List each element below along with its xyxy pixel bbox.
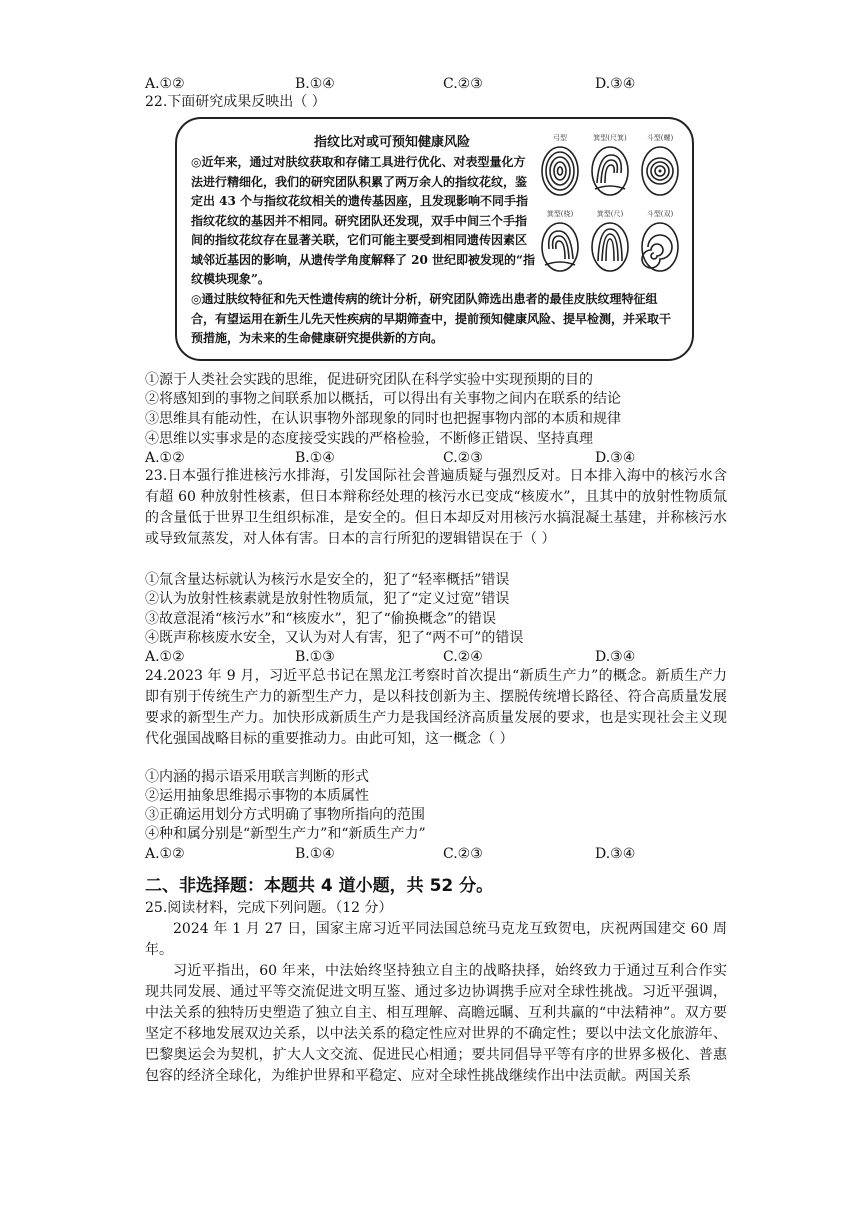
- q23-item-2: ②认为放射性核素就是放射性物质氚，犯了“定义过宽”错误: [145, 591, 510, 607]
- fingerprint-label: 箕型(尺): [596, 210, 624, 218]
- q24-stem: 24.2023 年 9 月，习近平总书记在黑龙江考察时首次提出“新质生产力”的概念。新质生产力即有别于传统生产力的新型生产力，是以科技创新为主、摆脱传统增长路径、符合高质量发展要求的新型生产力。加快形成新质生产力是我国经济高质量发展的要求，也是实现社会主义现代化强国战略目标的重要推动力。由此可知，这一概念（ ）: [145, 668, 727, 747]
- fingerprint-icon: [639, 143, 681, 198]
- q23-item-3: ③故意混淆“核污水”和“核废水”，犯了“偷换概念”的错误: [145, 611, 496, 627]
- q23-option-d: D.③④: [595, 649, 636, 665]
- fingerprint-icon: [589, 219, 631, 274]
- section-heading: 二、非选择题：本题共 4 道小题，共 52 分。: [145, 876, 494, 896]
- fingerprint-icon: [539, 143, 581, 198]
- q22-item-4: ④思维以实事求是的态度接受实践的严格检验，不断修正错误、坚持真理: [145, 431, 593, 447]
- q22-option-a: A.①②: [145, 450, 185, 466]
- q22-option-c: C.②③: [443, 450, 483, 466]
- figure-title: 指纹比对或可预知健康风险: [313, 135, 470, 150]
- fingerprint-label: 斗型(螺): [646, 134, 674, 142]
- fingerprint-icon: [639, 219, 681, 274]
- fingerprint-whorl: [639, 133, 681, 198]
- fingerprint-label: 斗型(双): [646, 210, 674, 218]
- fingerprint-loop-radial: [539, 209, 581, 274]
- q23-stem: 23.日本强行推进核污水排海，引发国际社会普遍质疑与强烈反对。日本排入海中的核污水含有超 60 种放射性核素，但日本辩称经处理的核污水已变成“核废水”，且其中的放射性物质氚的含量低于世界卫生组织标准，是安全的。但日本却反对用核污水搞混凝土基建，并称核污水或导致氚蒸发，对人体有害。日本的言行所犯的逻辑错误在于（ ）: [145, 468, 727, 547]
- fingerprint-samples: [539, 133, 684, 283]
- fingerprint-icon: [589, 143, 631, 198]
- q22-item-2: ②将感知到的事物之间联系加以概括，可以得出有关事物之间内在联系的结论: [145, 391, 621, 407]
- q24-option-b: B.①④: [295, 846, 335, 862]
- q22-item-3: ③思维具有能动性，在认识事物外部现象的同时也把握事物内部的本质和规律: [145, 411, 621, 427]
- fingerprint-double-whorl: [639, 209, 681, 274]
- q23-option-c: C.②④: [443, 649, 483, 665]
- q24-item-3: ③正确运用划分方式明确了事物所指向的范围: [145, 807, 425, 823]
- q22-stem: 22.下面研究成果反映出（ ）: [145, 94, 326, 110]
- q21-option-d: D.③④: [595, 76, 636, 92]
- q23-item-4: ④既声称核废水安全，又认为对人有害，犯了“两不可”的错误: [145, 630, 524, 646]
- q24-item-2: ②运用抽象思维揭示事物的本质属性: [145, 788, 369, 804]
- q21-option-a: A.①②: [145, 76, 185, 92]
- q25-paragraph-1: 2024 年 1 月 27 日，国家主席习近平同法国总统马克龙互致贺电，庆祝两国建交 60 周年。: [145, 921, 727, 958]
- q23-option-b: B.①③: [295, 649, 335, 665]
- q24-option-c: C.②③: [443, 846, 483, 862]
- q22-item-1: ①源于人类社会实践的思维，促进研究团队在科学实验中实现预期的目的: [145, 372, 593, 388]
- q24-item-4: ④种和属分别是“新型生产力”和“新质生产力”: [145, 826, 426, 842]
- q24-option-a: A.①②: [145, 846, 185, 862]
- q23-option-a: A.①②: [145, 649, 185, 665]
- fingerprint-loop: [589, 209, 631, 274]
- q25-stem: 25.阅读材料，完成下列问题。（12 分）: [145, 900, 393, 916]
- fingerprint-label: 箕型(尺箕): [593, 134, 627, 142]
- fingerprint-label: 箕型(桡): [546, 210, 574, 218]
- fingerprint-loop-ulnar: [589, 133, 631, 198]
- figure-paragraph-2: ◎通过肤纹特征和先天性遗传病的统计分析，研究团队筛选出患者的最佳皮肤纹理特征组合，有望运用在新生儿先天性疾病的早期筛查中，提前预知健康风险、提早检测，并采取干预措施，为未来的生命健康研究提供新的方向。: [191, 292, 672, 345]
- q24-option-d: D.③④: [595, 846, 636, 862]
- q21-option-b: B.①④: [295, 76, 335, 92]
- q24-item-1: ①内涵的揭示语采用联言判断的形式: [145, 769, 369, 785]
- q22-figure: [175, 117, 694, 361]
- fingerprint-label: 弓型: [553, 134, 567, 142]
- q25-paragraph-2: 习近平指出，60 年来，中法始终坚持独立自主的战略抉择，始终致力于通过互利合作实现共同发展、通过平等交流促进文明互鉴、通过多边协调携手应对全球性挑战。习近平强调，中法关系的独特历史塑造了独立自主、相互理解、高瞻远瞩、互利共赢的“中法精神”。双方要坚定不移地发展双边关系，以中法关系的稳定性应对世界的不确定性；要以中法文化旅游年、巴黎奥运会为契机，扩大人文交流、促进民心相通；要共同倡导平等有序的世界多极化、普惠包容的经济全球化，为维护世界和平稳定、应对全球性挑战继续作出中法贡献。两国关系: [145, 963, 727, 1084]
- q21-option-c: C.②③: [443, 76, 483, 92]
- figure-paragraph-1: ◎近年来，通过对肤纹获取和存储工具进行优化、对表型量化方法进行精细化，我们的研究团队积累了两万余人的指纹花纹，鉴定出 43 个与指纹花纹相关的遗传基因座，且发现影响不同手指指纹花纹的基因并不相同。研究团队还发现，双手中间三个手指间的指纹花纹存在显著关联，它们可能主要受到相同遗传因素区域邻近基因的影响，从遗传学角度解释了 20 世纪即被发现的“指纹模块现象”。: [191, 155, 535, 286]
- q23-item-1: ①氚含量达标就认为核污水是安全的，犯了“轻率概括”错误: [145, 572, 510, 588]
- q22-option-b: B.①④: [295, 450, 335, 466]
- fingerprint-icon: [539, 219, 581, 274]
- fingerprint-arch: [539, 133, 581, 198]
- q22-option-d: D.③④: [595, 450, 636, 466]
